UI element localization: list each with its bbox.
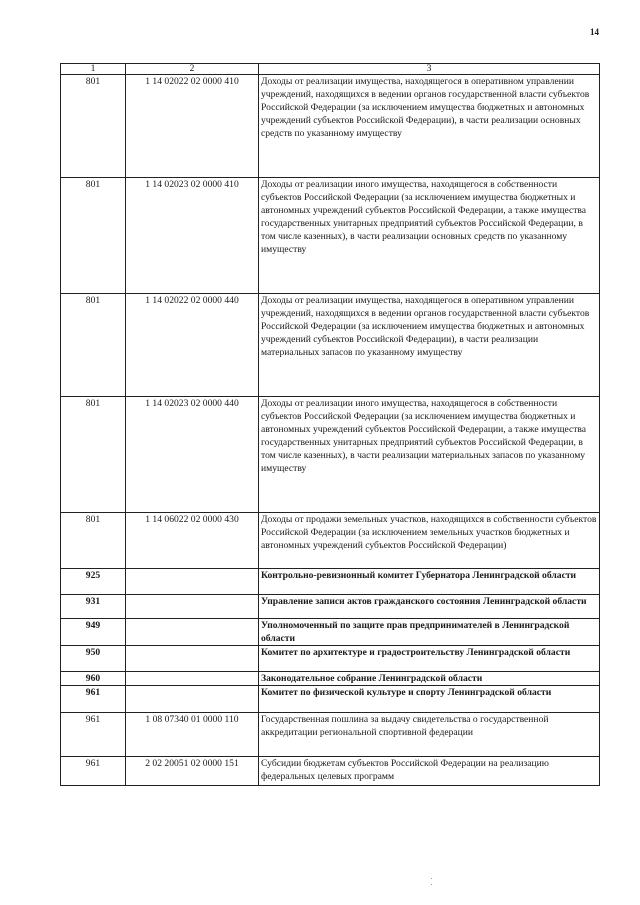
table-row — [61, 513, 600, 569]
cell-budget-code: 1 08 07340 01 0000 110 — [126, 713, 259, 757]
table-header-row — [61, 64, 600, 75]
cell-budget-code: 1 14 02022 02 0000 440 — [126, 294, 259, 397]
cell-description: Управление записи актов гражданского состояния Ленинградской области — [259, 595, 600, 619]
cell-admin-code: 961 — [61, 713, 126, 757]
cell-description: Доходы от реализации имущества, находящегося в оперативном управлении учреждений, находящихся в ведении органов государственной власти субъектов Российской Федерации (за исключением имущества бюджетных и автономных учреждений субъектов Российской Федерации), в части реализации основных средств по указанному имуществу — [259, 75, 600, 178]
cell-budget-code — [126, 686, 259, 713]
cell-description: Доходы от реализации имущества, находящегося в оперативном управлении учреждений, находящихся в ведении органов государственной власти субъектов Российской Федерации (за исключением имущества бюджетных и автономных учреждений субъектов Российской Федерации), в части реализации материальных запасов по указанному имуществу — [259, 294, 600, 397]
cell-admin-code: 801 — [61, 75, 126, 178]
column-header: 3 — [259, 64, 600, 75]
cell-budget-code — [126, 569, 259, 595]
revenue-codes-table — [60, 63, 600, 786]
cell-description: Комитет по архитектуре и градостроительству Ленинградской области — [259, 646, 600, 672]
cell-description: Комитет по физической культуре и спорту Ленинградской области — [259, 686, 600, 713]
page-number: 14 — [590, 27, 599, 37]
table-row — [61, 757, 600, 786]
cell-admin-code: 949 — [61, 619, 126, 646]
cell-admin-code: 801 — [61, 178, 126, 294]
table-row — [61, 595, 600, 619]
cell-budget-code: 2 02 20051 02 0000 151 — [126, 757, 259, 786]
cell-budget-code — [126, 595, 259, 619]
cell-budget-code: 1 14 02022 02 0000 410 — [126, 75, 259, 178]
cell-budget-code: 1 14 02023 02 0000 410 — [126, 178, 259, 294]
cell-budget-code: 1 14 02023 02 0000 440 — [126, 397, 259, 513]
cell-description: Уполномоченный по защите прав предпринимателей в Ленинградской области — [259, 619, 600, 646]
cell-description: Субсидии бюджетам субъектов Российской Федерации на реализацию федеральных целевых программ — [259, 757, 600, 786]
cell-description: Доходы от реализации иного имущества, находящегося в собственности субъектов Российской Федерации (за исключением имущества бюджетных и автономных учреждений субъектов Российской Федерации, а также имущества государственных унитарных предприятий субъектов Российской Федерации, в том числе казенных), в части реализации материальных запасов по указанному имуществу — [259, 397, 600, 513]
table-row — [61, 178, 600, 294]
cell-budget-code — [126, 672, 259, 686]
table-row — [61, 646, 600, 672]
cell-admin-code: 960 — [61, 672, 126, 686]
cell-admin-code: 801 — [61, 513, 126, 569]
cell-admin-code: 961 — [61, 686, 126, 713]
column-header: 2 — [126, 64, 259, 75]
cell-admin-code: 931 — [61, 595, 126, 619]
cell-budget-code: 1 14 06022 02 0000 430 — [126, 513, 259, 569]
cell-description: Законодательное собрание Ленинградской области — [259, 672, 600, 686]
cell-description: Доходы от реализации иного имущества, находящегося в собственности субъектов Российской Федерации (за исключением имущества бюджетных и автономных учреждений субъектов Российской Федерации, а также имущества государственных унитарных предприятий субъектов Российской Федерации, в том числе казенных), в части реализации основных средств по указанному имуществу — [259, 178, 600, 294]
table-row — [61, 619, 600, 646]
cell-admin-code: 961 — [61, 757, 126, 786]
table-row — [61, 75, 600, 178]
table-row — [61, 569, 600, 595]
table-row — [61, 713, 600, 757]
scan-speck — [431, 884, 432, 885]
table-row — [61, 294, 600, 397]
cell-admin-code: 801 — [61, 397, 126, 513]
scan-speck — [431, 878, 432, 879]
table-row — [61, 686, 600, 713]
cell-admin-code: 950 — [61, 646, 126, 672]
cell-description: Контрольно-ревизионный комитет Губернатора Ленинградской области — [259, 569, 600, 595]
table-row — [61, 397, 600, 513]
table-row — [61, 672, 600, 686]
cell-admin-code: 925 — [61, 569, 126, 595]
cell-description: Доходы от продажи земельных участков, находящихся в собственности субъектов Российской Федерации (за исключением земельных участков бюджетных и автономных учреждений субъектов Российской Федерации) — [259, 513, 600, 569]
cell-budget-code — [126, 619, 259, 646]
cell-description: Государственная пошлина за выдачу свидетельства о государственной аккредитации региональной спортивной федерации — [259, 713, 600, 757]
cell-budget-code — [126, 646, 259, 672]
cell-admin-code: 801 — [61, 294, 126, 397]
column-header: 1 — [61, 64, 126, 75]
